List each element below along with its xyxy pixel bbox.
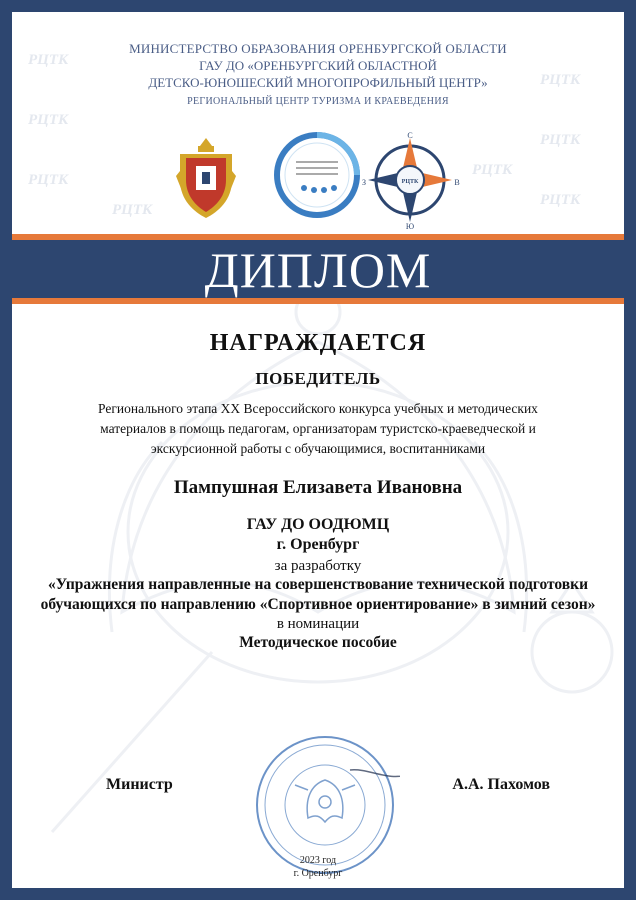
recipient-organization: ГАУ ДО ООДЮМЦ bbox=[246, 516, 390, 533]
logo-row bbox=[12, 130, 624, 230]
organization-line-1: ГАУ ДО «ОРЕНБУРГСКИЙ ОБЛАСТНОЙ bbox=[199, 58, 437, 73]
compass-south-label: Ю bbox=[405, 222, 415, 230]
signer-position: Министр bbox=[106, 776, 173, 793]
issue-footer bbox=[12, 854, 624, 880]
nomination-value: Методическое пособие bbox=[239, 634, 397, 651]
coat-of-arms-emblem bbox=[174, 136, 238, 220]
watermark-label: РЦТК bbox=[112, 202, 153, 218]
watermark-label: РЦТК bbox=[472, 162, 513, 178]
issue-city: г. Оренбург bbox=[293, 868, 343, 879]
diploma-body bbox=[12, 312, 624, 653]
compass-west-label: З bbox=[361, 178, 367, 187]
watermark-label: РЦТК bbox=[28, 112, 69, 128]
signature-row bbox=[12, 776, 624, 800]
signer-name: А.А. Пахомов bbox=[452, 776, 550, 793]
diploma-sheet bbox=[12, 12, 624, 888]
diploma-title: ДИПЛОМ bbox=[12, 240, 624, 298]
center-name: РЕГИОНАЛЬНЫЙ ЦЕНТР ТУРИЗМА И КРАЕВЕДЕНИЯ bbox=[187, 96, 449, 107]
watermark-label: РЦТК bbox=[540, 72, 581, 88]
recipient-city: г. Оренбург bbox=[276, 536, 360, 553]
issue-year: 2023 год bbox=[299, 855, 337, 866]
watermark-label: РЦТК bbox=[28, 172, 69, 188]
watermark-label: РЦТК bbox=[540, 192, 581, 208]
contest-description: Регионального этапа XX Всероссийского конкурса учебных и методических материалов в помощь педагогам, организаторам туристско-краеведческой и экскурсионной работы с обучающимися, воспитанниками bbox=[98, 401, 538, 456]
for-label: за разработку bbox=[274, 558, 362, 574]
ministry-name: МИНИСТЕРСТВО ОБРАЗОВАНИЯ ОРЕНБУРГСКОЙ ОБЛАСТИ bbox=[129, 41, 507, 56]
watermark-label: РЦТК bbox=[540, 132, 581, 148]
nomination-label: в номинации bbox=[276, 616, 360, 632]
work-title: «Упражнения направленные на совершенствование технической подготовки обучающихся по направлению «Спортивное ориентирование» в зимний сезон» bbox=[40, 576, 596, 613]
issuer-header bbox=[12, 12, 624, 110]
compass-north-label: С bbox=[407, 131, 413, 140]
watermark-label: РЦТК bbox=[28, 52, 69, 68]
compass-rose-logo bbox=[360, 130, 460, 230]
rank-heading: ПОБЕДИТЕЛЬ bbox=[255, 369, 381, 388]
banner-accent-bottom bbox=[12, 298, 624, 304]
compass-east-label: В bbox=[454, 178, 460, 187]
organization-line-2: ДЕТСКО-ЮНОШЕСКИЙ МНОГОПРОФИЛЬНЫЙ ЦЕНТР» bbox=[148, 75, 488, 90]
center-circle-logo bbox=[274, 130, 360, 220]
recipient-name: Пампушная Елизавета Ивановна bbox=[173, 477, 463, 498]
compass-center-label: РЦТК bbox=[401, 179, 419, 185]
awarded-heading: НАГРАЖДАЕТСЯ bbox=[209, 330, 427, 356]
